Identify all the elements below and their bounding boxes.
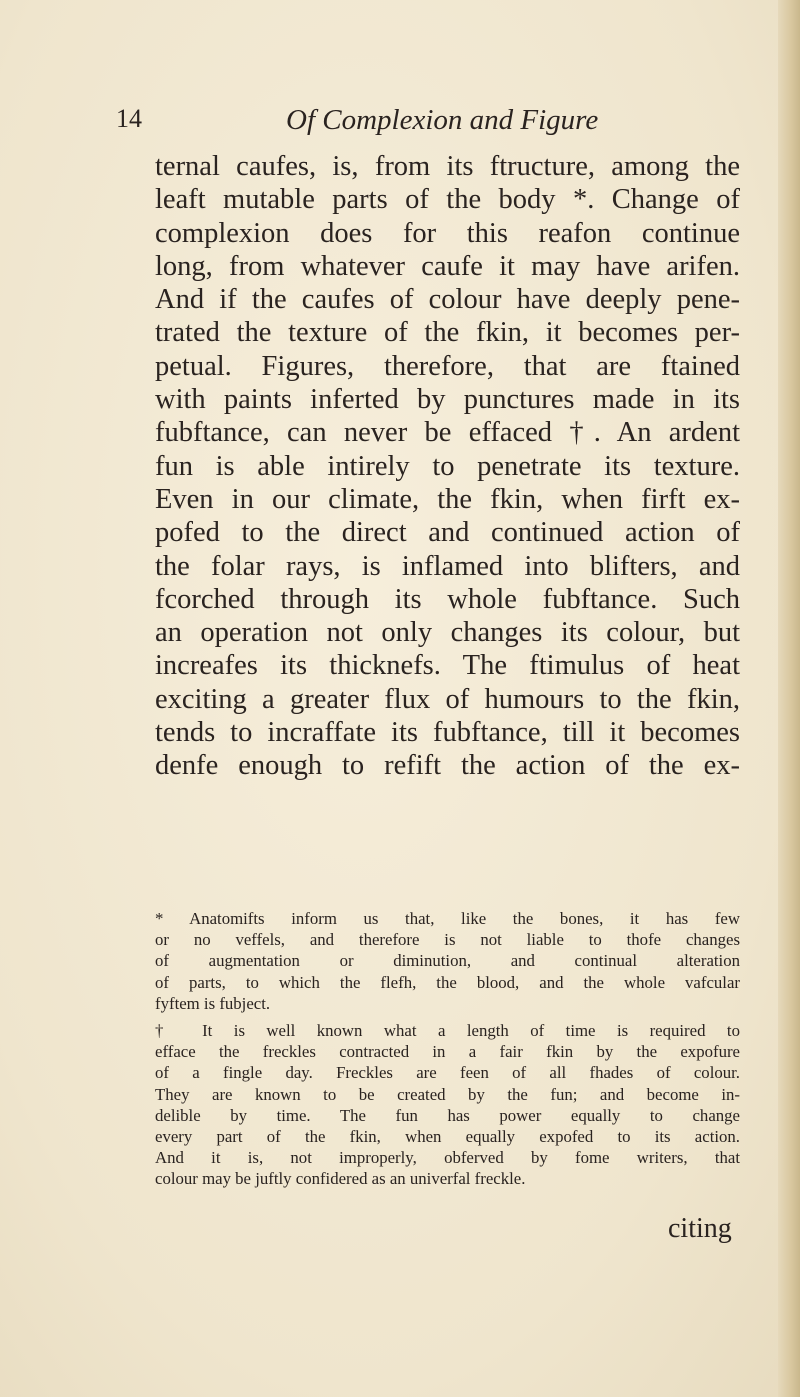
footnote-line: efface the freckles contracted in a fair fkin by the expofure xyxy=(155,1042,740,1062)
body-line: with paints inferted by punctures made in its xyxy=(155,384,740,416)
footnote-line: of a fingle day. Freckles are feen of all fhades of colour. xyxy=(155,1063,740,1083)
footnote-line: And it is, not improperly, obferved by fome writers, that xyxy=(155,1148,740,1168)
running-title: Of Complexion and Figure xyxy=(286,104,599,136)
body-line: trated the texture of the fkin, it becomes per- xyxy=(155,317,740,349)
body-line: long, from whatever caufe it may have arifen. xyxy=(155,250,740,282)
body-line: ternal caufes, is, from its ftructure, among the xyxy=(155,151,740,182)
footnotes xyxy=(155,908,740,1189)
body-line: tends to incraffate its fubftance, till it becomes xyxy=(155,717,740,749)
body-line: the folar rays, is inflamed into blifters, and xyxy=(155,550,740,582)
body-line: increafes its thicknefs. The ftimulus of heat xyxy=(155,650,740,682)
body-line: Even in our climate, the fkin, when firft ex- xyxy=(155,483,740,515)
page-edge xyxy=(778,0,800,1397)
footnote-line: or no veffels, and therefore is not liable to thofe changes xyxy=(155,930,740,950)
body-line: exciting a greater flux of humours to the fkin, xyxy=(155,683,740,715)
footnote-line: delible by time. The fun has power equally to change xyxy=(155,1105,740,1125)
body-line: And if the caufes of colour have deeply pene- xyxy=(155,284,740,316)
footnote-line: They are known to be created by the fun; and become in- xyxy=(155,1084,740,1104)
body-line: an operation not only changes its colour, but xyxy=(155,617,740,649)
footnote-line: every part of the fkin, when equally expofed to its action. xyxy=(155,1126,740,1146)
body-text xyxy=(155,150,740,783)
footnote-line: fyftem is fubject. xyxy=(155,993,271,1013)
body-line: fubftance, can never be effaced †. An ardent xyxy=(155,417,740,449)
body-line: petual. Figures, therefore, that are ftained xyxy=(155,350,740,382)
footnote-line: of augmentation or diminution, and continual alteration xyxy=(155,951,740,971)
body-line: pofed to the direct and continued action of xyxy=(155,517,740,549)
page-header xyxy=(100,104,720,144)
footnote-line: * Anatomifts inform us that, like the bones, it has few xyxy=(155,909,740,928)
body-line: fcorched through its whole fubftance. Such xyxy=(155,583,740,615)
catchword: citing xyxy=(668,1213,732,1244)
page-number: 14 xyxy=(116,104,142,133)
footnote-line: † It is well known what a length of time is required to xyxy=(155,1020,740,1040)
footnote-line: of parts, to which the flefh, the blood, and the whole vafcular xyxy=(155,972,740,992)
body-line: leaft mutable parts of the body *. Change of xyxy=(155,184,740,216)
body-line: denfe enough to refift the action of the ex- xyxy=(155,750,740,782)
body-line: complexion does for this reafon continue xyxy=(155,217,740,249)
footnote-line: colour may be juftly confidered as an univerfal freckle. xyxy=(155,1169,526,1189)
body-line: fun is able intirely to penetrate its texture. xyxy=(155,450,740,482)
